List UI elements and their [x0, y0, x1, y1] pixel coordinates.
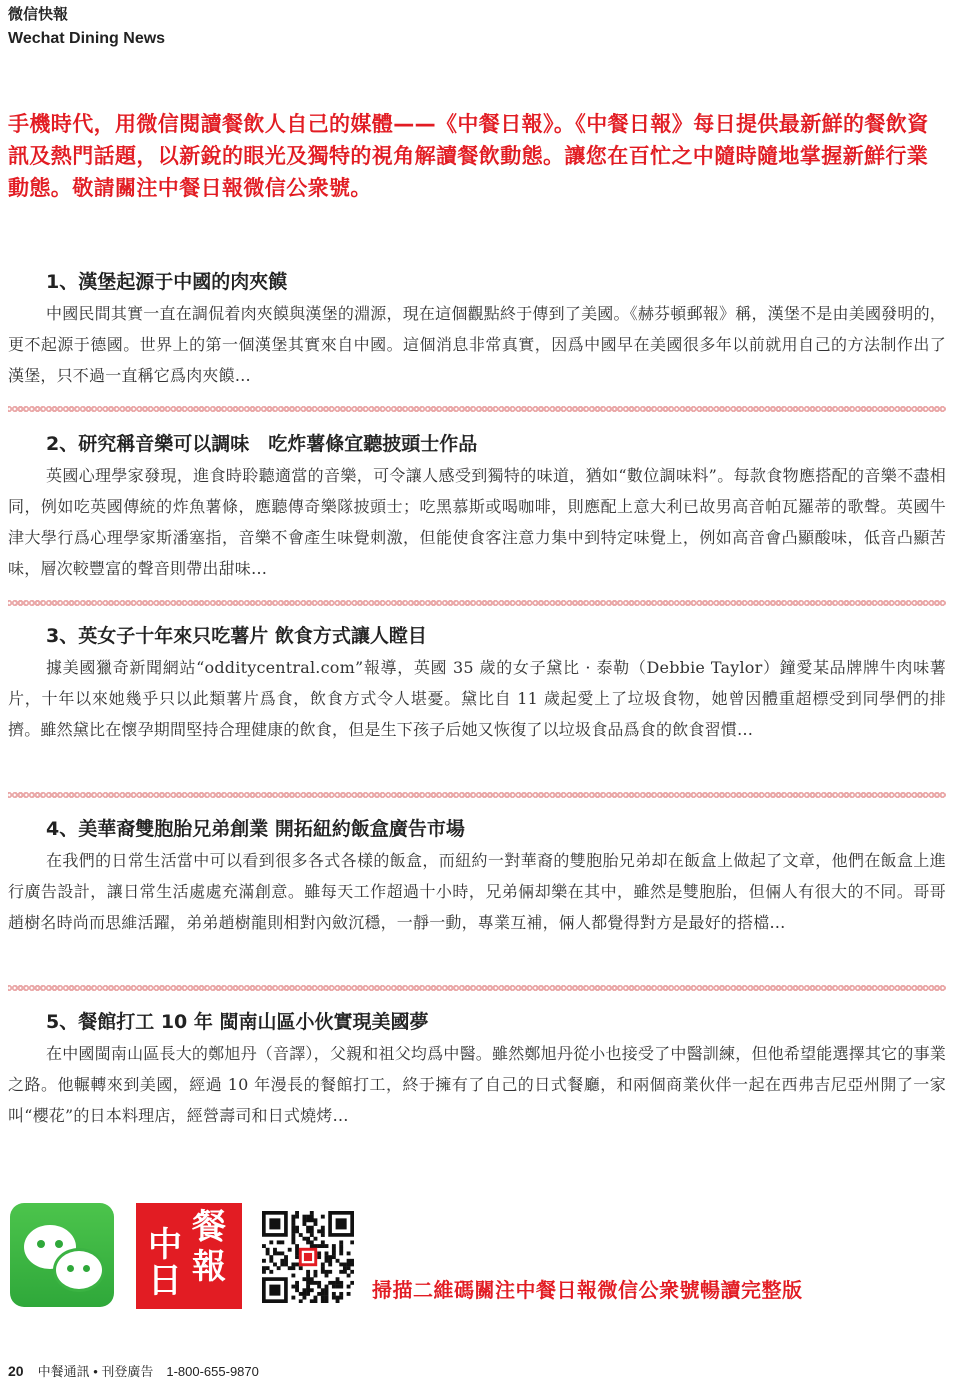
article-3	[8, 622, 946, 745]
article-title: 1、漢堡起源于中國的肉夾饃	[46, 271, 288, 293]
scan-prompt: 掃描二維碼關注中餐日報微信公衆號暢讀完整版	[372, 1278, 803, 1302]
article-2	[8, 430, 946, 584]
article-body: 中國民間其實一直在調侃着肉夾饃與漢堡的淵源，現在這個觀點終于傳到了美國。《赫芬頓郵報》稱，漢堡不是由美國發明的，更不起源于德國。世界上的第一個漢堡其實來自中國。這個消息非常真實，因爲中國早在美國很多年以前就用自己的方法制作出了漢堡，只不過一直稱它爲肉夾饃…	[8, 304, 946, 385]
header-title-en: Wechat Dining News	[8, 30, 166, 47]
page-footer	[8, 1362, 259, 1381]
logo-char: 餐	[192, 1207, 226, 1247]
logo-char: 日	[148, 1261, 182, 1301]
qr-code-icon[interactable]	[262, 1211, 354, 1303]
zcrb-logo-icon	[136, 1203, 242, 1309]
article-body: 在中國閩南山區長大的鄭旭丹（音譯），父親和祖父均爲中醫。雖然鄭旭丹從小也接受了中醫訓練，但他希望能選擇其它的事業之路。他輾轉來到美國，經過 10 年漫長的餐館打工，終于擁有了自己的日式餐廳，和兩個商業伙伴一起在西弗吉尼亞州開了一家叫“櫻花”的日本料理店，經營壽司和日式燒烤…	[8, 1044, 946, 1125]
page-number: 20	[8, 1363, 24, 1379]
promo-area	[0, 1195, 956, 1315]
article-title: 5、餐館打工 10 年 閩南山區小伙實現美國夢	[46, 1011, 429, 1033]
article-1	[8, 268, 946, 391]
article-title: 2、研究稱音樂可以調味 吃炸薯條宜聽披頭士作品	[46, 433, 478, 455]
divider	[8, 600, 946, 606]
article-title: 4、美華裔雙胞胎兄弟創業 開拓紐約飯盒廣告市場	[46, 818, 465, 840]
divider	[8, 985, 946, 991]
article-body: 在我們的日常生活當中可以看到很多各式各樣的飯盒，而紐約一對華裔的雙胞胎兄弟却在飯盒上做起了文章，他們在飯盒上進行廣告設計，讓日常生活處處充滿創意。雖每天工作超過十小時，兄弟倆却樂在其中，雖然是雙胞胎，但倆人有很大的不同。哥哥趙樹名時尚而思維活躍，弟弟趙樹龍則相對內斂沉穩，一靜一動，專業互補，倆人都覺得對方是最好的搭檔…	[8, 851, 946, 932]
article-body: 英國心理學家發現，進食時聆聽適當的音樂，可令讓人感受到獨特的味道，猶如“數位調味料”。每款食物應搭配的音樂不盡相同，例如吃英國傳統的炸魚薯條，應聽傳奇樂隊披頭士；吃黑慕斯或喝咖啡，則應配上意大利已故男高音帕瓦羅蒂的歌聲。英國牛津大學行爲心理學家斯潘塞指，音樂不會產生味覺刺激，但能使食客注意力集中到特定味覺上，例如高音會凸顯酸味，低音凸顯苦味，層次較豐富的聲音則帶出甜味…	[8, 466, 946, 578]
article-body: 據美國獵奇新聞網站“odditycentral.com”報導，英國 35 歲的女子黛比 · 泰勒（Debbie Taylor）鐘愛某品牌牌牛肉味薯片，十年以來她幾乎只以此類薯片爲食，飲食方式令人堪憂。黛比自 11 歲起愛上了垃圾食物，她曾因體重超標受到同學們的排擠。雖然黛比在懷孕期間堅持合理健康的飲食，但是生下孩子后她又恢復了以垃圾食品爲食的飲食習慣…	[8, 658, 946, 739]
intro-paragraph: 手機時代，用微信閱讀餐飲人自己的媒體——《中餐日報》。《中餐日報》每日提供最新鮮的餐飲資訊及熱門話題，以新銳的眼光及獨特的視角解讀餐飲動態。讓您在百忙之中隨時隨地掌握新鮮行業動態。敬請關注中餐日報微信公衆號。	[8, 112, 929, 200]
header-title-zh: 微信快報	[8, 5, 69, 23]
logo-char: 報	[192, 1247, 226, 1287]
divider	[8, 792, 946, 798]
article-4	[8, 815, 946, 938]
wechat-icon	[10, 1203, 114, 1307]
divider	[8, 406, 946, 412]
logo-char: 中	[148, 1225, 182, 1265]
page-header	[8, 4, 165, 50]
article-5	[8, 1008, 946, 1131]
footer-text: 中餐通訊 • 刊登廣告 1-800-655-9870	[37, 1364, 259, 1379]
article-title: 3、英女子十年來只吃薯片 飲食方式讓人瞠目	[46, 625, 427, 647]
